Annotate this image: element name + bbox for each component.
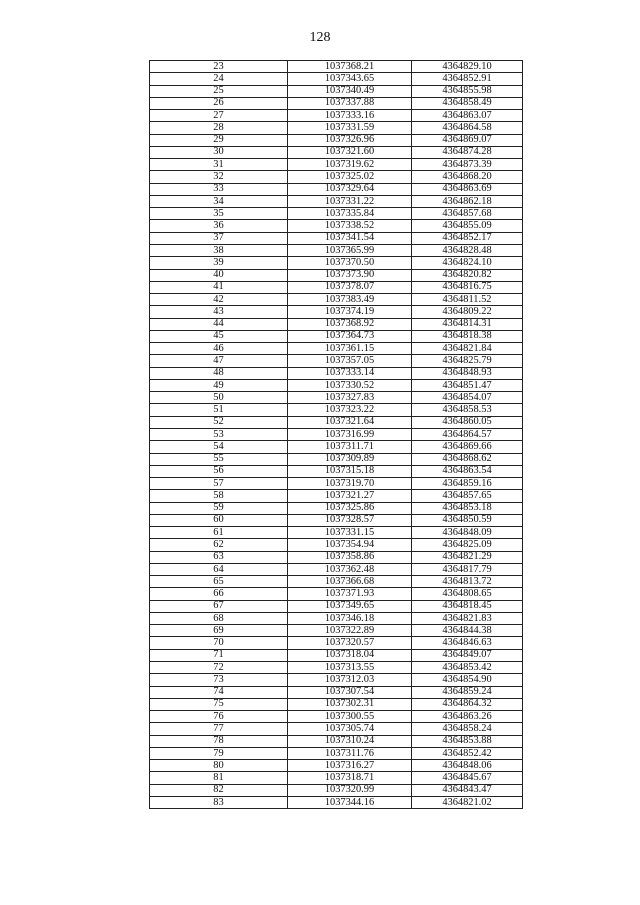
x-coordinate-cell: 1037313.55: [288, 662, 412, 674]
x-coordinate-cell: 1037328.57: [288, 514, 412, 526]
y-coordinate-cell: 4364817.79: [412, 563, 523, 575]
y-coordinate-cell: 4364863.07: [412, 110, 523, 122]
point-number-cell: 53: [150, 428, 288, 440]
table-row: [150, 269, 523, 281]
y-coordinate-cell: 4364852.91: [412, 73, 523, 85]
table-row: [150, 294, 523, 306]
y-coordinate-cell: 4364811.52: [412, 294, 523, 306]
x-coordinate-cell: 1037368.92: [288, 318, 412, 330]
point-number-cell: 68: [150, 612, 288, 624]
table-row: [150, 355, 523, 367]
x-coordinate-cell: 1037331.22: [288, 195, 412, 207]
point-number-cell: 26: [150, 97, 288, 109]
y-coordinate-cell: 4364825.79: [412, 355, 523, 367]
point-number-cell: 61: [150, 527, 288, 539]
y-coordinate-cell: 4364821.29: [412, 551, 523, 563]
y-coordinate-cell: 4364821.83: [412, 612, 523, 624]
y-coordinate-cell: 4364825.09: [412, 539, 523, 551]
table-row: [150, 563, 523, 575]
y-coordinate-cell: 4364844.38: [412, 625, 523, 637]
table-row: [150, 490, 523, 502]
table-row: [150, 747, 523, 759]
x-coordinate-cell: 1037319.62: [288, 159, 412, 171]
y-coordinate-cell: 4364874.28: [412, 146, 523, 158]
y-coordinate-cell: 4364857.68: [412, 208, 523, 220]
x-coordinate-cell: 1037333.16: [288, 110, 412, 122]
x-coordinate-cell: 1037362.48: [288, 563, 412, 575]
y-coordinate-cell: 4364813.72: [412, 576, 523, 588]
page-number: 128: [309, 30, 331, 45]
y-coordinate-cell: 4364852.42: [412, 747, 523, 759]
point-number-cell: 81: [150, 772, 288, 784]
x-coordinate-cell: 1037316.99: [288, 428, 412, 440]
y-coordinate-cell: 4364862.18: [412, 195, 523, 207]
y-coordinate-cell: 4364868.62: [412, 453, 523, 465]
point-number-cell: 29: [150, 134, 288, 146]
y-coordinate-cell: 4364857.65: [412, 490, 523, 502]
x-coordinate-cell: 1037374.19: [288, 306, 412, 318]
table-row: [150, 122, 523, 134]
table-row: [150, 85, 523, 97]
table-row: [150, 686, 523, 698]
table-row: [150, 539, 523, 551]
y-coordinate-cell: 4364868.20: [412, 171, 523, 183]
y-coordinate-cell: 4364814.31: [412, 318, 523, 330]
point-number-cell: 42: [150, 294, 288, 306]
table-row: [150, 330, 523, 342]
x-coordinate-cell: 1037321.27: [288, 490, 412, 502]
x-coordinate-cell: 1037321.64: [288, 416, 412, 428]
point-number-cell: 25: [150, 85, 288, 97]
table-row: [150, 404, 523, 416]
y-coordinate-cell: 4364863.54: [412, 465, 523, 477]
y-coordinate-cell: 4364850.59: [412, 514, 523, 526]
table-row: [150, 367, 523, 379]
x-coordinate-cell: 1037371.93: [288, 588, 412, 600]
y-coordinate-cell: 4364858.49: [412, 97, 523, 109]
table-row: [150, 416, 523, 428]
x-coordinate-cell: 1037364.73: [288, 330, 412, 342]
table-row: [150, 735, 523, 747]
point-number-cell: 36: [150, 220, 288, 232]
x-coordinate-cell: 1037357.05: [288, 355, 412, 367]
point-number-cell: 72: [150, 662, 288, 674]
point-number-cell: 67: [150, 600, 288, 612]
x-coordinate-cell: 1037331.15: [288, 527, 412, 539]
table-row: [150, 612, 523, 624]
point-number-cell: 35: [150, 208, 288, 220]
point-number-cell: 73: [150, 674, 288, 686]
x-coordinate-cell: 1037320.99: [288, 784, 412, 796]
y-coordinate-cell: 4364858.24: [412, 723, 523, 735]
x-coordinate-cell: 1037361.15: [288, 343, 412, 355]
x-coordinate-cell: 1037318.71: [288, 772, 412, 784]
y-coordinate-cell: 4364818.45: [412, 600, 523, 612]
y-coordinate-cell: 4364864.57: [412, 428, 523, 440]
point-number-cell: 46: [150, 343, 288, 355]
point-number-cell: 49: [150, 379, 288, 391]
y-coordinate-cell: 4364869.07: [412, 134, 523, 146]
point-number-cell: 75: [150, 698, 288, 710]
point-number-cell: 24: [150, 73, 288, 85]
point-number-cell: 64: [150, 563, 288, 575]
point-number-cell: 60: [150, 514, 288, 526]
table-row: [150, 441, 523, 453]
point-number-cell: 59: [150, 502, 288, 514]
table-row: [150, 649, 523, 661]
y-coordinate-cell: 4364855.09: [412, 220, 523, 232]
table-row: [150, 257, 523, 269]
point-number-cell: 28: [150, 122, 288, 134]
y-coordinate-cell: 4364809.22: [412, 306, 523, 318]
coordinates-table: [149, 60, 523, 809]
x-coordinate-cell: 1037305.74: [288, 723, 412, 735]
table-row: [150, 723, 523, 735]
table-row: [150, 343, 523, 355]
y-coordinate-cell: 4364843.47: [412, 784, 523, 796]
table-row: [150, 195, 523, 207]
y-coordinate-cell: 4364828.48: [412, 244, 523, 256]
y-coordinate-cell: 4364869.66: [412, 441, 523, 453]
x-coordinate-cell: 1037330.52: [288, 379, 412, 391]
point-number-cell: 34: [150, 195, 288, 207]
point-number-cell: 31: [150, 159, 288, 171]
table-row: [150, 576, 523, 588]
table-row: [150, 760, 523, 772]
table-row: [150, 318, 523, 330]
table-row: [150, 73, 523, 85]
x-coordinate-cell: 1037311.71: [288, 441, 412, 453]
x-coordinate-cell: 1037312.03: [288, 674, 412, 686]
table-row: [150, 514, 523, 526]
table-row: [150, 428, 523, 440]
x-coordinate-cell: 1037378.07: [288, 281, 412, 293]
table-row: [150, 232, 523, 244]
y-coordinate-cell: 4364816.75: [412, 281, 523, 293]
point-number-cell: 52: [150, 416, 288, 428]
y-coordinate-cell: 4364821.84: [412, 343, 523, 355]
x-coordinate-cell: 1037343.65: [288, 73, 412, 85]
y-coordinate-cell: 4364818.38: [412, 330, 523, 342]
table-row: [150, 502, 523, 514]
table-row: [150, 208, 523, 220]
y-coordinate-cell: 4364824.10: [412, 257, 523, 269]
point-number-cell: 83: [150, 796, 288, 808]
x-coordinate-cell: 1037321.60: [288, 146, 412, 158]
x-coordinate-cell: 1037325.86: [288, 502, 412, 514]
point-number-cell: 79: [150, 747, 288, 759]
table-row: [150, 220, 523, 232]
table-row: [150, 711, 523, 723]
table-row: [150, 244, 523, 256]
point-number-cell: 38: [150, 244, 288, 256]
y-coordinate-cell: 4364855.98: [412, 85, 523, 97]
y-coordinate-cell: 4364829.10: [412, 61, 523, 73]
y-coordinate-cell: 4364849.07: [412, 649, 523, 661]
point-number-cell: 55: [150, 453, 288, 465]
y-coordinate-cell: 4364864.58: [412, 122, 523, 134]
table-row: [150, 146, 523, 158]
x-coordinate-cell: 1037370.50: [288, 257, 412, 269]
point-number-cell: 23: [150, 61, 288, 73]
point-number-cell: 58: [150, 490, 288, 502]
table-row: [150, 600, 523, 612]
table-row: [150, 662, 523, 674]
point-number-cell: 43: [150, 306, 288, 318]
point-number-cell: 37: [150, 232, 288, 244]
table-row: [150, 97, 523, 109]
point-number-cell: 41: [150, 281, 288, 293]
x-coordinate-cell: 1037311.76: [288, 747, 412, 759]
table-row: [150, 551, 523, 563]
table-row: [150, 392, 523, 404]
x-coordinate-cell: 1037338.52: [288, 220, 412, 232]
point-number-cell: 57: [150, 478, 288, 490]
x-coordinate-cell: 1037373.90: [288, 269, 412, 281]
x-coordinate-cell: 1037309.89: [288, 453, 412, 465]
y-coordinate-cell: 4364859.16: [412, 478, 523, 490]
x-coordinate-cell: 1037340.49: [288, 85, 412, 97]
coordinates-table-body: [150, 61, 523, 809]
point-number-cell: 82: [150, 784, 288, 796]
point-number-cell: 40: [150, 269, 288, 281]
y-coordinate-cell: 4364853.42: [412, 662, 523, 674]
table-row: [150, 61, 523, 73]
point-number-cell: 27: [150, 110, 288, 122]
table-row: [150, 637, 523, 649]
point-number-cell: 33: [150, 183, 288, 195]
point-number-cell: 69: [150, 625, 288, 637]
point-number-cell: 70: [150, 637, 288, 649]
table-row: [150, 183, 523, 195]
y-coordinate-cell: 4364848.06: [412, 760, 523, 772]
table-row: [150, 159, 523, 171]
x-coordinate-cell: 1037335.84: [288, 208, 412, 220]
y-coordinate-cell: 4364859.24: [412, 686, 523, 698]
point-number-cell: 48: [150, 367, 288, 379]
table-row: [150, 588, 523, 600]
table-row: [150, 465, 523, 477]
table-row: [150, 527, 523, 539]
x-coordinate-cell: 1037318.04: [288, 649, 412, 661]
table-row: [150, 134, 523, 146]
table-row: [150, 698, 523, 710]
y-coordinate-cell: 4364848.93: [412, 367, 523, 379]
y-coordinate-cell: 4364848.09: [412, 527, 523, 539]
point-number-cell: 76: [150, 711, 288, 723]
x-coordinate-cell: 1037323.22: [288, 404, 412, 416]
x-coordinate-cell: 1037307.54: [288, 686, 412, 698]
y-coordinate-cell: 4364858.53: [412, 404, 523, 416]
x-coordinate-cell: 1037329.64: [288, 183, 412, 195]
point-number-cell: 47: [150, 355, 288, 367]
point-number-cell: 30: [150, 146, 288, 158]
point-number-cell: 77: [150, 723, 288, 735]
x-coordinate-cell: 1037322.89: [288, 625, 412, 637]
x-coordinate-cell: 1037331.59: [288, 122, 412, 134]
y-coordinate-cell: 4364853.88: [412, 735, 523, 747]
point-number-cell: 45: [150, 330, 288, 342]
point-number-cell: 66: [150, 588, 288, 600]
y-coordinate-cell: 4364821.02: [412, 796, 523, 808]
x-coordinate-cell: 1037341.54: [288, 232, 412, 244]
x-coordinate-cell: 1037326.96: [288, 134, 412, 146]
y-coordinate-cell: 4364854.90: [412, 674, 523, 686]
x-coordinate-cell: 1037310.24: [288, 735, 412, 747]
y-coordinate-cell: 4364845.67: [412, 772, 523, 784]
point-number-cell: 65: [150, 576, 288, 588]
table-row: [150, 784, 523, 796]
x-coordinate-cell: 1037319.70: [288, 478, 412, 490]
x-coordinate-cell: 1037333.14: [288, 367, 412, 379]
table-row: [150, 306, 523, 318]
y-coordinate-cell: 4364820.82: [412, 269, 523, 281]
table-row: [150, 453, 523, 465]
y-coordinate-cell: 4364846.63: [412, 637, 523, 649]
y-coordinate-cell: 4364863.26: [412, 711, 523, 723]
table-row: [150, 796, 523, 808]
y-coordinate-cell: 4364808.65: [412, 588, 523, 600]
x-coordinate-cell: 1037383.49: [288, 294, 412, 306]
table-row: [150, 171, 523, 183]
point-number-cell: 39: [150, 257, 288, 269]
x-coordinate-cell: 1037344.16: [288, 796, 412, 808]
y-coordinate-cell: 4364864.32: [412, 698, 523, 710]
point-number-cell: 32: [150, 171, 288, 183]
x-coordinate-cell: 1037365.99: [288, 244, 412, 256]
x-coordinate-cell: 1037366.68: [288, 576, 412, 588]
x-coordinate-cell: 1037315.18: [288, 465, 412, 477]
y-coordinate-cell: 4364863.69: [412, 183, 523, 195]
x-coordinate-cell: 1037368.21: [288, 61, 412, 73]
point-number-cell: 78: [150, 735, 288, 747]
x-coordinate-cell: 1037358.86: [288, 551, 412, 563]
x-coordinate-cell: 1037327.83: [288, 392, 412, 404]
x-coordinate-cell: 1037354.94: [288, 539, 412, 551]
table-row: [150, 281, 523, 293]
y-coordinate-cell: 4364860.05: [412, 416, 523, 428]
x-coordinate-cell: 1037349.65: [288, 600, 412, 612]
table-row: [150, 110, 523, 122]
y-coordinate-cell: 4364851.47: [412, 379, 523, 391]
point-number-cell: 54: [150, 441, 288, 453]
y-coordinate-cell: 4364854.07: [412, 392, 523, 404]
x-coordinate-cell: 1037300.55: [288, 711, 412, 723]
point-number-cell: 80: [150, 760, 288, 772]
point-number-cell: 44: [150, 318, 288, 330]
x-coordinate-cell: 1037320.57: [288, 637, 412, 649]
y-coordinate-cell: 4364852.17: [412, 232, 523, 244]
table-row: [150, 379, 523, 391]
table-row: [150, 625, 523, 637]
x-coordinate-cell: 1037302.31: [288, 698, 412, 710]
table-row: [150, 674, 523, 686]
x-coordinate-cell: 1037316.27: [288, 760, 412, 772]
y-coordinate-cell: 4364853.18: [412, 502, 523, 514]
x-coordinate-cell: 1037337.88: [288, 97, 412, 109]
table-row: [150, 772, 523, 784]
point-number-cell: 62: [150, 539, 288, 551]
point-number-cell: 50: [150, 392, 288, 404]
point-number-cell: 51: [150, 404, 288, 416]
table-row: [150, 478, 523, 490]
point-number-cell: 74: [150, 686, 288, 698]
point-number-cell: 56: [150, 465, 288, 477]
point-number-cell: 71: [150, 649, 288, 661]
x-coordinate-cell: 1037346.18: [288, 612, 412, 624]
x-coordinate-cell: 1037325.02: [288, 171, 412, 183]
y-coordinate-cell: 4364873.39: [412, 159, 523, 171]
point-number-cell: 63: [150, 551, 288, 563]
